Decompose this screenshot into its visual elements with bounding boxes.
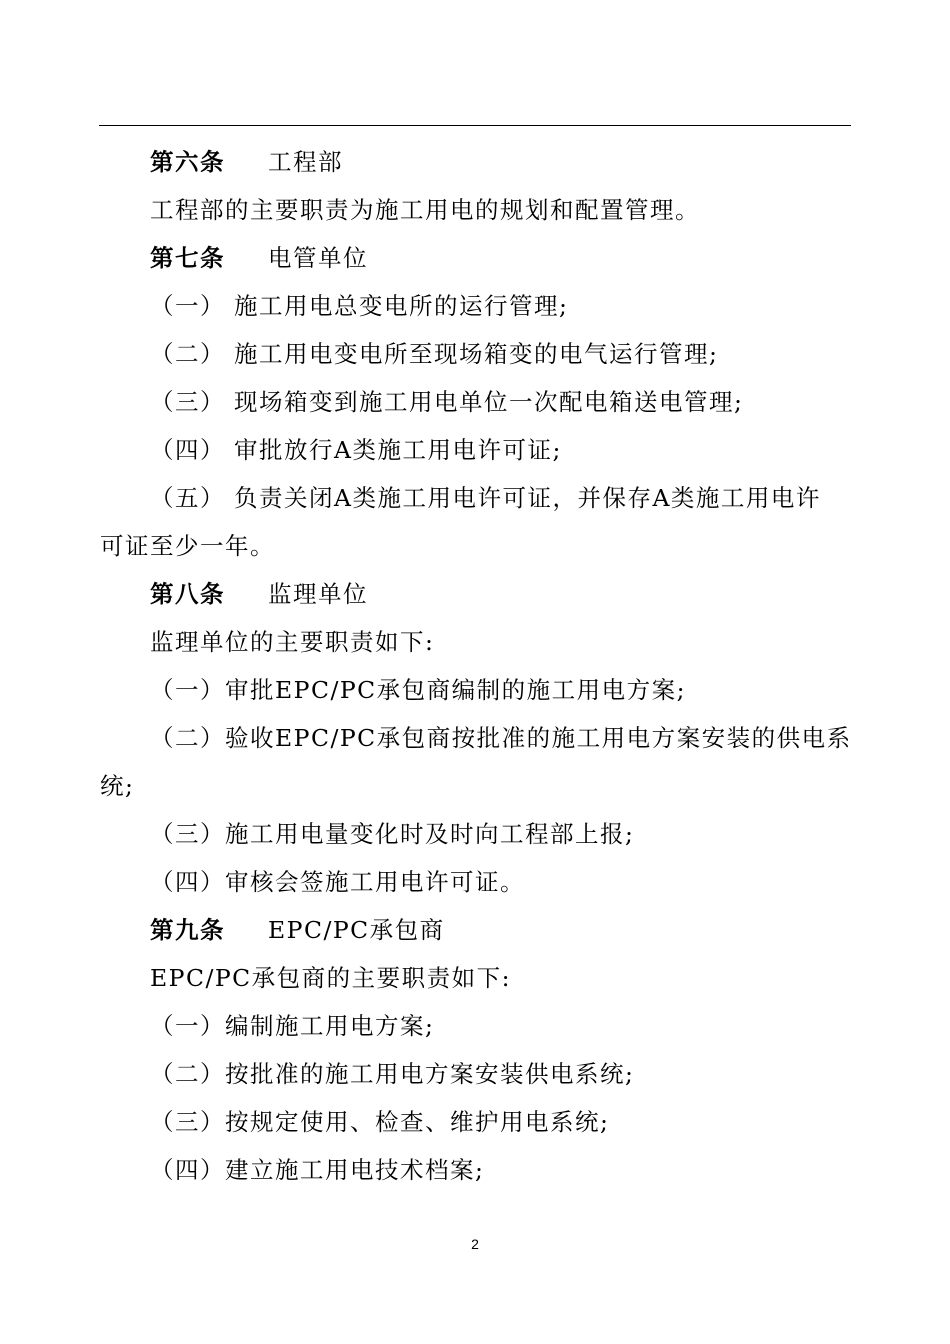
paragraph: 监理单位的主要职责如下: [150,628,435,656]
article-6-heading [100,138,852,186]
list-item: （一）审批EPC/PC承包商编制的施工用电方案; [150,676,687,704]
list-item: （五） 负责关闭A类施工用电许可证，并保存A类施工用电许 [150,484,821,512]
list-item: （一）编制施工用电方案; [150,1012,435,1040]
article-title: EPC/PC承包商 [268,916,445,944]
list-item: （二） 施工用电变电所至现场箱变的电气运行管理; [150,340,719,368]
list-item: （三）按规定使用、检查、维护用电系统; [150,1108,610,1136]
article-9-heading [100,906,852,954]
article-8-heading [100,570,852,618]
list-item: （四）审核会签施工用电许可证。 [150,868,525,896]
article-number: 第九条 [150,916,225,944]
list-item: （三）施工用电量变化时及时向工程部上报; [150,820,635,848]
paragraph: EPC/PC承包商的主要职责如下: [150,964,512,992]
list-item-continuation: 统; [100,772,135,800]
article-number: 第七条 [150,244,225,272]
list-item: （四）建立施工用电技术档案; [150,1156,485,1184]
document-body [100,138,852,1194]
list-item: （四） 审批放行A类施工用电许可证; [150,436,562,464]
list-item-continuation: 可证至少一年。 [100,532,275,560]
page-number: 2 [471,1236,479,1252]
article-title: 电管单位 [268,244,368,272]
list-item: （二）按批准的施工用电方案安装供电系统; [150,1060,635,1088]
article-title: 监理单位 [268,580,368,608]
article-number: 第八条 [150,580,225,608]
article-number: 第六条 [150,148,225,176]
article-7-heading [100,234,852,282]
paragraph: 工程部的主要职责为施工用电的规划和配置管理。 [150,196,700,224]
list-item: （二）验收EPC/PC承包商按批准的施工用电方案安装的供电系 [150,724,852,752]
list-item: （三） 现场箱变到施工用电单位一次配电箱送电管理; [150,388,744,416]
header-rule [99,125,851,126]
list-item: （一） 施工用电总变电所的运行管理; [150,292,569,320]
article-title: 工程部 [268,148,343,176]
